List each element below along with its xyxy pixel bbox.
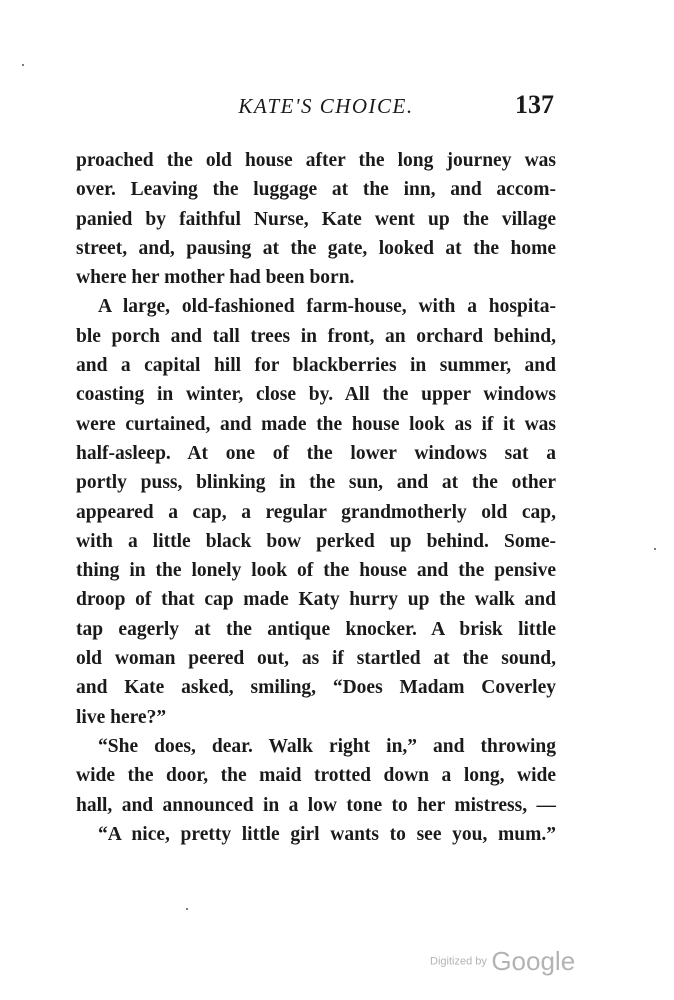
text-line: coasting in winter, close by. All the upper windows <box>76 384 556 406</box>
text-line: “A nice, pretty little girl wants to see you, mum.” <box>98 823 556 845</box>
scan-speck <box>186 908 188 910</box>
text-line: and a capital hill for blackberries in summer, and <box>76 355 556 377</box>
text-line: tap eagerly at the antique knocker. A brisk little <box>76 618 556 640</box>
text-line: hall, and announced in a low tone to her mistress, — <box>76 794 556 816</box>
text-line: portly puss, blinking in the sun, and at the other <box>76 472 556 494</box>
body-text <box>76 146 556 849</box>
text-line: ble porch and tall trees in front, an orchard behind, <box>76 325 556 347</box>
text-line: live here?” <box>76 706 167 728</box>
text-line: and Kate asked, smiling, “Does Madam Coverley <box>76 677 556 699</box>
text-line: panied by faithful Nurse, Kate went up the village <box>76 208 556 230</box>
text-line: were curtained, and made the house look as if it was <box>76 413 556 435</box>
text-line: over. Leaving the luggage at the inn, and accom- <box>76 179 556 201</box>
scan-speck <box>22 64 24 66</box>
running-head <box>76 90 556 124</box>
paragraph <box>76 292 556 731</box>
text-line: proached the old house after the long journey was <box>76 150 556 171</box>
paragraph <box>76 732 556 820</box>
scan-speck <box>654 548 656 550</box>
text-line: “She does, dear. Walk right in,” and throwing <box>98 735 556 757</box>
google-logo: Google <box>491 946 576 976</box>
running-title: KATE'S CHOICE. <box>238 94 414 118</box>
text-line: appeared a cap, a regular grandmotherly old cap, <box>76 501 556 523</box>
text-line: A large, old-fashioned farm-house, with a hospita- <box>98 296 556 318</box>
page-number: 137 <box>515 90 554 119</box>
text-line: half-asleep. At one of the lower windows sat a <box>76 442 556 464</box>
paragraph <box>76 820 556 849</box>
digitized-by-google-watermark <box>430 946 575 977</box>
text-line: thing in the lonely look of the house and the pensive <box>76 560 556 582</box>
text-line: street, and, pausing at the gate, looked at the home <box>76 237 556 259</box>
watermark-prefix: Digitized by <box>430 955 487 968</box>
text-line: old woman peered out, as if startled at the sound, <box>76 648 556 670</box>
text-line: with a little black bow perked up behind. Some- <box>76 530 556 552</box>
text-line: where her mother had been born. <box>76 267 355 289</box>
paragraph <box>76 146 556 292</box>
text-line: droop of that cap made Katy hurry up the walk and <box>76 589 556 611</box>
text-line: wide the door, the maid trotted down a long, wide <box>76 765 556 787</box>
